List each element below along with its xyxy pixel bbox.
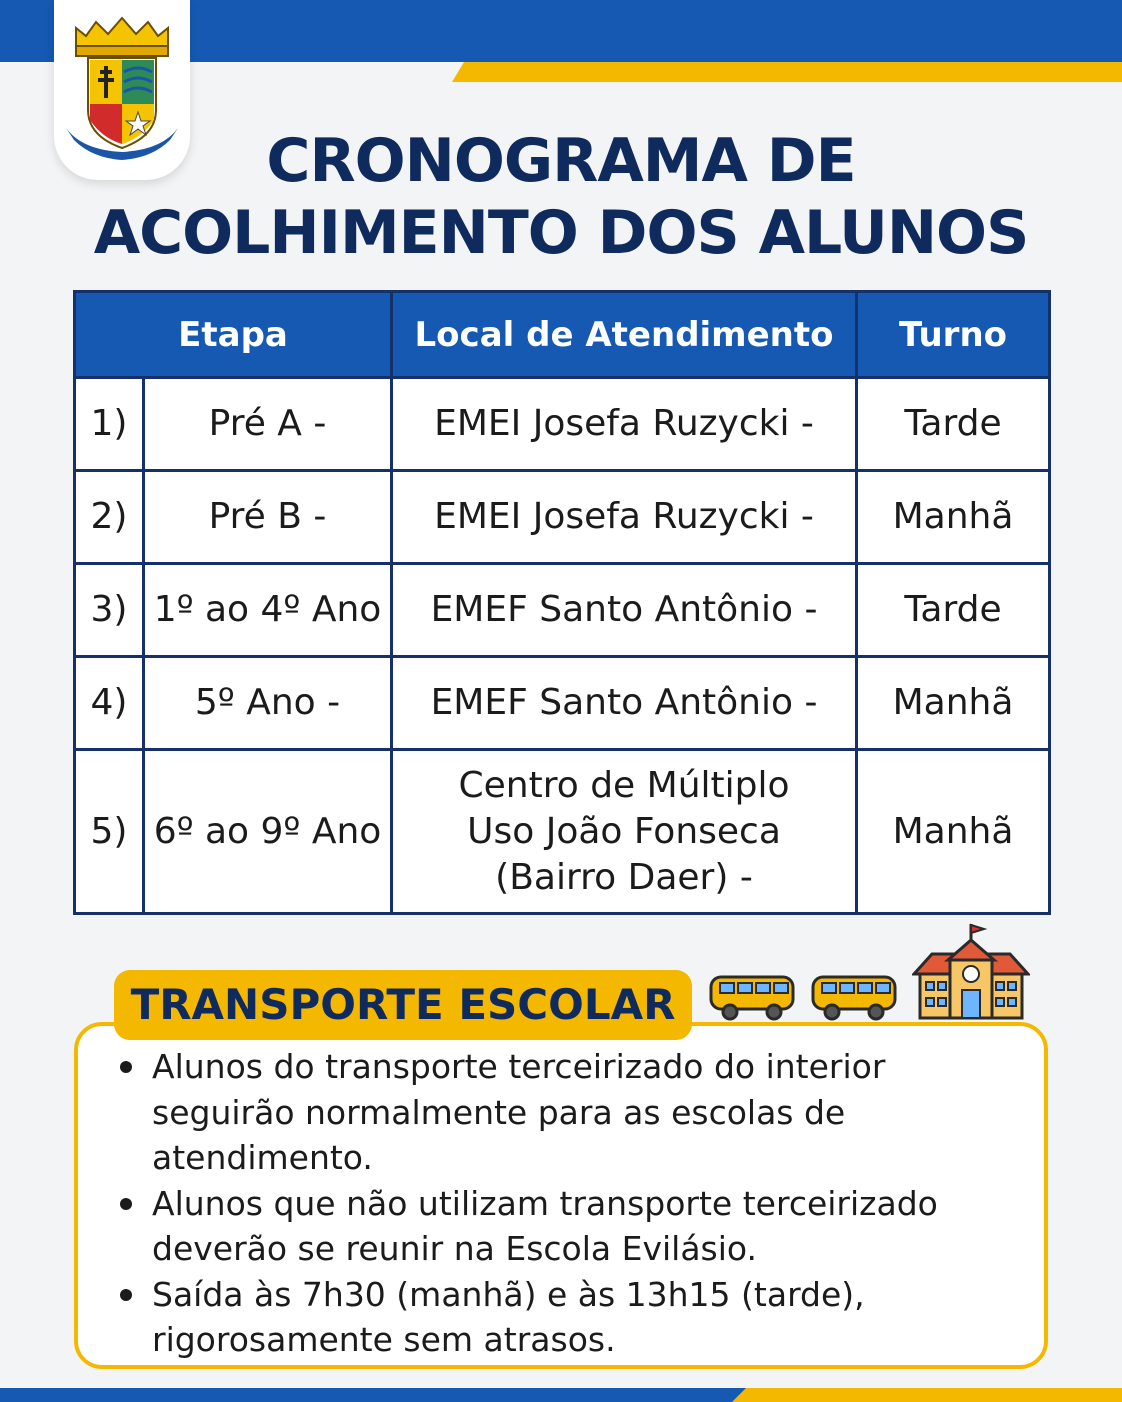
table-row <box>75 471 1050 564</box>
row-number: 3) <box>75 564 144 657</box>
bullet-text: Saída às 7h30 (manhã) e às 13h15 (tarde), rigorosamente sem atrasos. <box>152 1274 865 1359</box>
row-number: 1) <box>75 378 144 471</box>
bus-icon <box>810 972 898 1024</box>
row-local: EMEF Santo Antônio - <box>392 657 857 750</box>
page-title-line-2: ACOLHIMENTO DOS ALUNOS <box>93 198 1029 268</box>
row-number: 4) <box>75 657 144 750</box>
row-turno: Manhã <box>857 657 1050 750</box>
schedule-table <box>73 290 1048 916</box>
row-number: 5) <box>75 750 144 914</box>
row-etapa: Pré B - <box>144 471 392 564</box>
list-item <box>118 1181 1018 1272</box>
bottom-yellow-stripe <box>732 1388 1122 1402</box>
bullet-dot-icon <box>120 1198 132 1210</box>
row-turno: Tarde <box>857 378 1050 471</box>
list-item <box>118 1272 1018 1363</box>
transport-bullet-list <box>118 1044 1018 1363</box>
bullet-text: Alunos do transporte terceirizado do interior seguirão normalmente para as escolas de atendimento. <box>152 1047 886 1177</box>
row-turno: Manhã <box>857 471 1050 564</box>
bus-icon <box>708 972 796 1024</box>
top-yellow-stripe <box>452 62 1122 82</box>
row-turno: Manhã <box>857 750 1050 914</box>
bullet-dot-icon <box>120 1061 132 1073</box>
column-header-local: Local de Atendimento <box>392 292 857 378</box>
row-turno: Tarde <box>857 564 1050 657</box>
row-etapa: 5º Ano - <box>144 657 392 750</box>
column-header-etapa: Etapa <box>75 292 392 378</box>
transport-section-label: TRANSPORTE ESCOLAR <box>114 970 692 1040</box>
table-row <box>75 750 1050 914</box>
row-etapa: 6º ao 9º Ano <box>144 750 392 914</box>
row-number: 2) <box>75 471 144 564</box>
table-row <box>75 378 1050 471</box>
row-etapa: 1º ao 4º Ano <box>144 564 392 657</box>
table-row <box>75 657 1050 750</box>
school-building-icon <box>912 922 1030 1022</box>
table-row <box>75 564 1050 657</box>
bullet-dot-icon <box>120 1289 132 1301</box>
list-item <box>118 1044 1018 1181</box>
row-local: EMEI Josefa Ruzycki - <box>392 471 857 564</box>
page-title-line-1: CRONOGRAMA DE <box>266 126 856 196</box>
row-etapa: Pré A - <box>144 378 392 471</box>
row-local: Centro de Múltiplo Uso João Fonseca (Bairro Daer) - <box>392 750 857 914</box>
row-local: EMEF Santo Antônio - <box>392 564 857 657</box>
column-header-turno: Turno <box>857 292 1050 378</box>
row-local: EMEI Josefa Ruzycki - <box>392 378 857 471</box>
bullet-text: Alunos que não utilizam transporte terceirizado deverão se reunir na Escola Evilásio. <box>152 1183 938 1268</box>
